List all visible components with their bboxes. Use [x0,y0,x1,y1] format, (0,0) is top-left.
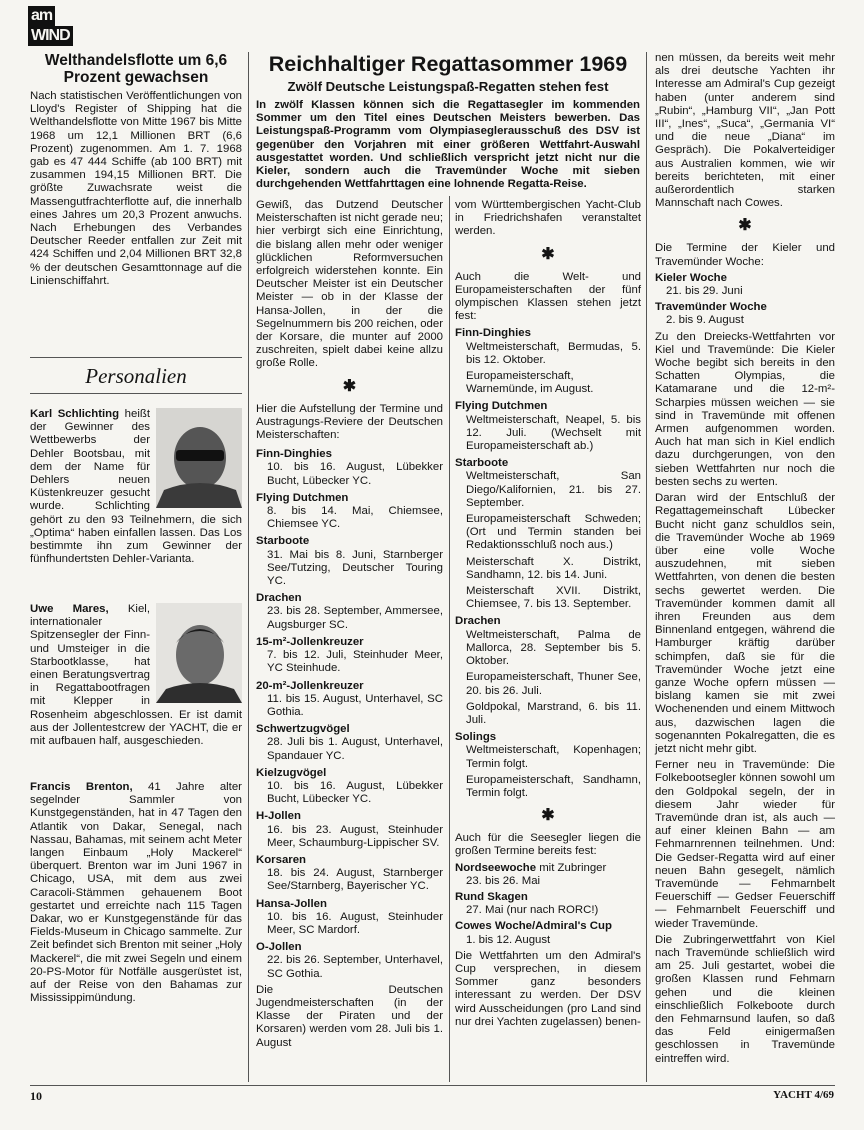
logo-line-1: am [28,6,55,26]
kieler-woche-heading: Kieler Woche [655,271,727,284]
main-title: Reichhaltiger Regattasommer 1969 [268,52,628,76]
dm-class-details: 10. bis 16. August, Lübekker Bucht, Lübecker YC. [267,779,443,806]
col3-intro: Auch die Welt- und Europameisterschaften der fünf olympischen Klassen stehen jetzt fest: [455,270,641,323]
asterisk-divider: ✱ [738,217,752,235]
travemuender-woche-date: 2. bis 9. August [666,314,744,327]
wm-event: Europameisterschaft, Thuner See, 20. bis 26. Juli. [466,671,641,697]
nordseewoche-date: 23. bis 26. Mai [466,874,541,887]
left-headline: Welthandelsflotte um 6,6 Prozent gewachsen [44,52,228,86]
left-body: Nach statistischen Veröffentlichungen von Lloyd's Register of Shipping hat die Welthandelsflotte von Mitte 1967 bis Mitte 1968 um 12,1 Millionen BRT (6,6 Prozent) zugenommen. Am 1. 7. 1968 gab es 47 444 Schiffe (ab 100 BRT) mit zusammen 194,15 Millionen BRT. Die größte Zuwachsrate weist die Massengutfrachterflotte auf, die innerhalb eines Jahres um 20,3 Prozent anwuchs. Nach Erhebungen des Verbandes Deutscher Reeder entfallen zur Zeit mit 424 Schiffen und 2,04 Millionen BRT 32,8 % der deutschen Gesamttonnage auf die Linienschiffahrt. [30,90,242,287]
wm-class-heading: Starboote [455,457,509,470]
dm-class-details: 18. bis 24. August, Starnberger See/Starnberg, Bayerischer YC. [267,867,443,893]
wm-event: Weltmeisterschaft, Palma de Mallorca, 28. September bis 5. Oktober. [466,628,641,668]
col4-cont: nen müssen, da bereits weit mehr als drei deutsche Yachten ihr Interesse am Admiral's Cup gezeigt haben (unter anderem sind „Rubin“, „Hamburg VII“, „Jan Pott III“, „Ines“, „Suca“, „Germania VI“ und die neue „Diana“ im Gespräch). Die Pokalverteidiger aus Australien kommen, wie wir bereits berichteten, mit einer außerordentlich starken Mannschaft nach Cowes. [655,52,835,210]
col3-intro2: Auch für die Seesegler liegen die großen Termine bereits fest: [455,832,641,858]
col3-outro: Die Wettfahrten um den Admiral's Cup versprechen, in diesem Sommer ganz besonders interessant zu werden. Der DSV wird Ausscheidungen (pro Land sind nur drei Yachten zugelassen) benen- [455,949,641,1028]
col3-cont: vom Württembergischen Yacht-Club in Friedrichshafen veranstaltet werden. [455,199,641,238]
nordseewoche-heading: Nordseewoche [455,861,537,874]
dm-class-details: 8. bis 14. Mai, Chiemsee, Chiemsee YC. [267,505,443,531]
separator-middle [449,196,450,1082]
dm-entries [256,448,443,981]
travemuender-woche-heading: Travemünder Woche [655,301,767,314]
am-wind-logo [28,6,100,48]
dm-class-heading: Starboote [256,535,310,548]
nordseewoche-suffix: mit Zubringer [536,861,607,874]
wm-event: Europameisterschaft, Warnemünde, im August. [466,370,594,396]
dm-class-heading: O-Jollen [256,941,302,954]
wm-event: Weltmeisterschaft, Neapel, 5. bis 12. Juli. (Wechselt mit Europameisterschaft ab.) [466,413,641,453]
col4-p1: Zu den Dreiecks-Wettfahrten vor Kiel und Travemünde: Die Kieler Woche begibt sich bereits in den Schatten Olympias, die Katamarane und die 12-m²-Scharpies müssen weichen — sie sind in Travemünde mit offenen Armen aufgenommen worden. Auch hat man sich in Kiel endlich dazu durchgerungen, von den sieben Wettfahrten nur noch die besten sechs zu werten. [655,330,835,488]
dm-class-details: 31. Mai bis 8. Juni, Starnberger See/Tutzing, Deutscher Touring YC. [267,548,443,588]
column-3 [455,199,641,1032]
column-4 [655,52,835,1069]
dm-class-heading: Finn-Dinghies [256,448,332,461]
cowes-date: 1. bis 12. August [466,933,551,946]
dm-class-heading: Flying Dutchmen [256,491,349,504]
name-karl-schlichting: Karl Schlichting [30,408,120,420]
rund-skagen-heading: Rund Skagen [455,890,528,903]
wm-event: Goldpokal, Marstrand, 6. bis 11. Juli. [466,700,641,726]
separator-left [248,52,249,1082]
photo-float-spacer [150,603,242,707]
wm-class-heading: Flying Dutchmen [455,400,548,413]
dm-class-heading: H-Jollen [256,810,301,823]
wm-event: Weltmeisterschaft, Bermudas, 5. bis 12. Oktober. [466,340,641,366]
photo-float-spacer [150,408,242,512]
dm-class-heading: Kielzugvögel [256,766,327,779]
column-2 [256,199,443,1053]
personalien-brenton [30,781,242,1008]
dm-class-details: 11. bis 15. August, Unterhavel, SC Gothia. [267,692,443,718]
dm-class-details: 23. bis 28. September, Ammersee, Augsburger SC. [267,605,443,631]
wm-class-heading: Drachen [455,615,501,628]
dm-class-heading: Hansa-Jollen [256,897,327,910]
wm-event: Meisterschaft XVII. Distrikt, Chiemsee, 7. bis 13. September. [466,585,641,611]
personalien-uwe [30,603,242,751]
personalien-rule [30,357,242,358]
name-francis-brenton: Francis Brenton, [30,781,133,793]
asterisk-divider: ✱ [342,377,357,395]
dm-class-details: 10. bis 16. August, Steinhuder Meer, SC Mardorf. [267,910,443,936]
main-subtitle: Zwölf Deutsche Leistungspaß-Regatten stehen fest [287,79,609,94]
separator-right [646,52,647,1082]
kieler-woche-date: 21. bis 29. Juni [666,285,743,298]
col2-outro: Die Deutschen Jugendmeisterschaften (in der Klasse der Piraten und der Korsaren) werden vom 28. Juli bis 1. August [256,983,443,1049]
dm-class-heading: Drachen [256,592,302,605]
dm-class-details: 28. Juli bis 1. August, Unterhavel, Spandauer YC. [267,736,443,762]
main-lead: In zwölf Klassen können sich die Regattasegler im kommenden Sommer um den Titel eines Deutschen Meisters bewerben. Das Leistungspaß-Programm vom Olympiaseglerausschuß des DSV ist gegenüber den Vorjahren mit einer größeren Wettfahrt-Auswahl ausgestattet worden. Und schließlich verspricht jetzt nicht nur die Kieler, sondern auch die Travemünder Woche mit sieben durchgehenden Wettfahrttagen eine lohnende Regatta-Reise. [256,99,640,191]
page-number: 10 [30,1089,42,1103]
world-championships [455,327,641,800]
cowes-heading: Cowes Woche/Admiral's Cup [455,920,612,933]
logo-line-2: WIND [28,26,73,46]
left-column [30,52,242,291]
col4-p3: Ferner neu in Travemünde: Die Folkebootsegler können sowohl um den Goldpokal segeln, der in diesem Jahr wieder für Travemünde dran ist, als auch — auf einer kleinen Bahn — am Fehmarnrennen teilnehmen. Und: Die Gedser-Regatta wird auf einer neuen Bahn gesegelt, nämlich Travemünde — Fehmarnbelt Feuerschiff — Gedser Feuerschiff — Fehmarnbelt Feuerschiff und wieder Travemünde. [655,759,835,930]
karl-text: Karl Schlichting heißt der Gewinner des Wettbewerbs der Dehler Bootsbau, mit dem der Name für Dehlers neuen Küstenkreuzer gesucht wurde. Schlichting gehört zu den 93 Teilnehmern, die sich „Optima“ haben einfallen lassen. Das Los bestimmte ihn zum Gewinner der fünfhundertsten Dehler-Varianta. [30,408,242,566]
issue-label: YACHT 4/69 [773,1089,834,1101]
footer-rule [30,1085,835,1086]
dm-class-heading: 15-m²-Jollenkreuzer [256,635,364,648]
dm-class-details: 16. bis 23. August, Steinhuder Meer, Schaumburg-Lippischer SV. [267,823,443,849]
wm-event: Meisterschaft X. Distrikt, Sandhamn, 12. bis 14. Juni. [466,555,641,581]
dm-class-heading: 20-m²-Jollenkreuzer [256,679,364,692]
personalien-karl-text [30,408,242,569]
uwe-text: Kiel, internationaler Spitzensegler der Finn- und Umsteiger in die Starbootklasse, hat einen Beratungsvertrag in Regattabootfragen mit Klepper in Rosenheim abgeschlossen. Er ist damit aus der Jollentestcrew der YACHT, die er mit aufbauen half, ausgeschieden. [30,603,242,748]
personalien-rule-bottom [30,393,242,394]
col4-p4: Die Zubringerwettfahrt von Kiel nach Travemünde schließlich wird am 25. Juli gestartet, wobei die großen Klassen rund Fehmarn gehen und die kleinen einschließlich Folkeboote durch den Fehmarnsund laufen, so daß das Feld einigermaßen geschlossen in Travemünde eintreffen wird. [655,933,835,1065]
wm-class-heading: Finn-Dinghies [455,327,531,340]
wm-class-heading: Solings [455,731,497,744]
col2-intro: Gewiß, das Dutzend Deutscher Meisterschaften ist nicht gerade neu; hier verbirgt sich eine Einrichtung, die bislang allen mehr oder weniger glücklichen Reformversuchen erfolgreich widerstehen konnte. Ein Deutscher Meister ist ein Deutscher Meister — ob in der Klasse der Hansa-Jollen, in der die Segelnummern bis 200 reichen, oder der Korsare, die munter auf 2000 zuschreiten, spielt dabei keine allzu große Rolle. [256,199,443,370]
col2-intro2: Hier die Aufstellung der Termine und Austragungs-Reviere der Deutschen Meisterschaften: [256,402,443,442]
dm-class-details: 7. bis 12. Juli, Steinhuder Meer, YC Steinhude. [267,649,443,675]
section-personalien: Personalien [85,364,187,388]
wm-event: Weltmeisterschaft, Kopenhagen; Termin folgt. [466,744,641,770]
dm-class-details: 22. bis 26. September, Unterhavel, SC Gothia. [267,954,443,980]
dm-class-details: 10. bis 16. August, Lübekker Bucht, Lübecker YC. [267,461,443,487]
name-uwe-mares: Uwe Mares, [30,603,109,615]
col4-p2: Daran wird der Entschluß der Regattagemeinschaft Lübecker Bucht nicht ganz schuldlos sein, die Travemünder Woche ab 1969 über eine volle Woche auszudehnen, mit sieben Wettfahrten, von denen die besten sechs gewertet werden. Die Travemünder kommen damit all ihren Freunden aus dem Binnenland entgegen, während die Hamburger kräftig darüber schimpfen, daß sie für die Travemünder Woche jetzt eine ganze Woche opfern müssen — bislang kamen sie mit zwei Wochenenden und einem Mittwoch aus, dazwischen lagen die sogenannten Pokalregatten, die es jetzt nicht mehr gibt. [655,492,835,755]
col4-intro: Die Termine der Kieler und Travemünder Woche: [655,242,835,268]
wm-event: Europameisterschaft Schweden; (Ort und Termin standen bei Redaktionsschluß noch aus.) [466,513,641,552]
dm-class-heading: Schwertzugvögel [256,723,350,736]
asterisk-divider: ✱ [541,807,555,825]
asterisk-divider: ✱ [541,245,555,263]
wm-event: Europameisterschaft, Sandhamn, Termin folgt. [466,773,641,799]
dm-class-heading: Korsaren [256,853,307,866]
wm-event: Weltmeisterschaft, San Diego/Kalifornien, 21. bis 27. September. [466,470,641,509]
brenton-text: 41 Jahre alter segelnder Sammler von Kunstgegenständen, hat in 47 Tagen den Atlantik von Dakar, Senegal, nach Nassau, Bahamas, mit seinem acht Meter langen Einbaum „Holy Mackerel“ überquert. Brenton war im Juni 1967 in Chicago, USA, mit dem aus zwei Caracoli-Stämmen gehauenem Boot gestartet und erreichte nach 115 Tagen Dakar, wo er Kunstgegenstände für das Fields-Museum in Chicago sammelte. Zur Zeit befindet sich Brenton mit seiner „Holy Mackerel“, die mit zwei Segeln und einem 20-PS-Motor für Notfälle ausgerüstet ist, auf der Reise von den Bahamas zur Mississippimündung. [30,781,242,1005]
rund-skagen-date: 27. Mai (nur nach RORC!) [466,904,599,917]
